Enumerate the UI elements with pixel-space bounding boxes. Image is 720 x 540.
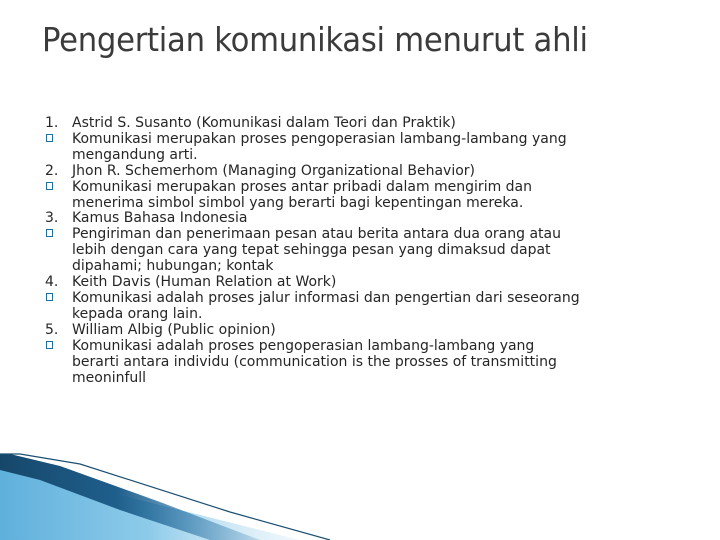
hollow-square-bullet-icon — [45, 291, 72, 307]
list-item-3-source — [45, 211, 685, 227]
list-item-2-source — [45, 164, 685, 180]
source-text: William Albig (Public opinion) — [72, 321, 276, 338]
list-number: 5. — [45, 321, 59, 338]
list-item-4-source — [45, 275, 685, 291]
list-item-1-definition — [45, 132, 685, 148]
definition-continuation: lebih dengan cara yang tepat sehingga pesan yang dimaksud dapat — [72, 242, 551, 259]
list-item-2-definition — [45, 180, 685, 196]
list-item-3-definition — [45, 227, 685, 243]
list-number: 1. — [45, 115, 59, 131]
definition-text: Komunikasi adalah proses jalur informasi dan pengertian dari seseorang — [72, 289, 580, 306]
definition-text: Komunikasi merupakan proses antar pribadi dalam mengirim dan — [72, 178, 533, 195]
source-text: Keith Davis (Human Relation at Work) — [72, 274, 337, 291]
hollow-square-bullet-icon — [45, 227, 72, 243]
source-text: Kamus Bahasa Indonesia — [72, 210, 248, 227]
definition-text: Komunikasi adalah proses pengoperasian lambang-lambang yang — [72, 337, 535, 354]
hollow-square-bullet-icon — [45, 339, 72, 355]
hollow-square-bullet-icon — [45, 180, 72, 196]
list-item-4-definition — [45, 291, 685, 307]
list-item-5-definition — [45, 339, 685, 355]
list-item-1-source — [45, 116, 685, 132]
source-text: Jhon R. Schemerhom (Managing Organizational Behavior) — [72, 162, 475, 179]
definition-continuation: kepada orang lain. — [72, 305, 203, 322]
slide-title: Pengertian komunikasi menurut ahli — [42, 20, 588, 59]
definition-list — [45, 116, 685, 386]
decorative-swoosh — [0, 440, 720, 540]
list-item-5-source — [45, 323, 685, 339]
definition-text: Pengiriman dan penerimaan pesan atau berita antara dua orang atau — [72, 226, 561, 243]
list-number: 3. — [45, 210, 59, 227]
definition-continuation: mengandung arti. — [72, 146, 198, 163]
list-number: 4. — [45, 274, 59, 291]
definition-continuation: dipahami; hubungan; kontak — [72, 258, 274, 275]
hollow-square-bullet-icon — [45, 132, 72, 148]
source-text: Astrid S. Susanto (Komunikasi dalam Teori dan Praktik) — [72, 115, 456, 131]
list-number: 2. — [45, 162, 59, 179]
definition-text: Komunikasi merupakan proses pengoperasian lambang-lambang yang — [72, 130, 567, 147]
definition-continuation: meoninfull — [72, 369, 147, 386]
definition-continuation: menerima simbol simbol yang berarti bagi kepentingan mereka. — [72, 194, 524, 211]
definition-continuation: berarti antara individu (communication is the prosses of transmitting — [72, 353, 557, 370]
